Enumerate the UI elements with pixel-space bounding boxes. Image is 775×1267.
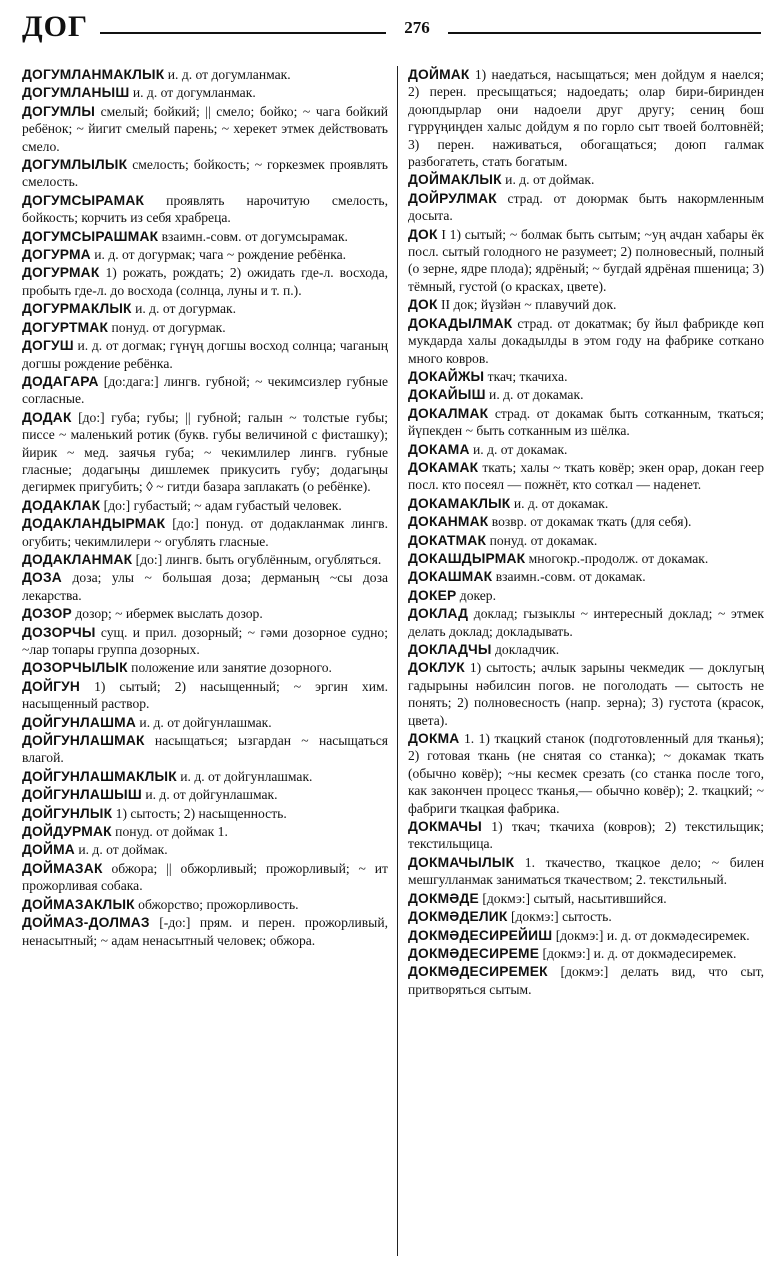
dictionary-entry (22, 714, 388, 731)
entry-definition: страд. от доюрмак быть накормленным досыта. (408, 190, 764, 224)
entry-definition: [докмэ:] сытость. (507, 909, 612, 925)
entry-headword: ДОГУРМА (22, 247, 91, 263)
dictionary-entry (408, 190, 764, 225)
entry-definition: докладчик. (491, 642, 560, 657)
header-rule-left (100, 32, 386, 34)
dictionary-entry (22, 678, 388, 713)
dictionary-entry (22, 409, 388, 496)
entry-headword: ДОЙМАКЛЫК (408, 172, 502, 188)
entry-definition: обжорство; прожорливость. (134, 896, 299, 912)
entry-headword: ДОЙГУНЛАШЫШ (22, 787, 142, 803)
entry-definition: доза; улы ~ большая доза; дерманың ~сы доза лекарства. (22, 570, 388, 603)
entry-definition: 1) сытость; ачлык зарыны чекмедик — доклугың гадырыны нәбилсин погов. не поголодать — сытость не понять; 2) полновесность (напр. зерна); 3) густота (красок, цвета). (408, 660, 764, 728)
entry-headword: ДОДАКЛАНМАК (22, 551, 133, 567)
dictionary-entry (22, 786, 388, 803)
dictionary-entry (22, 246, 388, 263)
entry-definition: 1) сытый; 2) насыщенный; ~ эргин хим. насыщенный раствор. (22, 678, 388, 712)
entry-headword: ДОЙРУЛМАК (408, 190, 497, 206)
entry-headword: ДОЙМАЗАКЛЫК (22, 896, 135, 912)
entry-definition: доклад; гызыклы ~ интересный доклад; ~ этмек делать доклад; докладывать. (408, 606, 764, 639)
entry-headword: ДОГУМЛЫЛЫК (22, 157, 128, 173)
entry-definition: и. д. от докамак. (469, 441, 568, 457)
dictionary-entry (22, 823, 388, 840)
dictionary-entry (22, 84, 388, 101)
dictionary-entry (22, 805, 388, 822)
entry-definition: 1) ткач; ткачиха (ковров); 2) текстильщик; текстильщица. (408, 819, 764, 852)
page-number: 276 (404, 18, 430, 37)
right-column (408, 66, 764, 998)
dictionary-entry (22, 337, 388, 372)
dictionary-entry (408, 963, 764, 998)
dictionary-entry (22, 551, 388, 568)
dictionary-entry (408, 818, 764, 853)
entry-headword: ДОКМӘДЕСИРЕМЕ (408, 945, 540, 961)
dictionary-entry (408, 945, 764, 962)
dictionary-entry (408, 568, 764, 585)
entry-definition: обжора; || обжорливый; прожорливый; ~ ит прожорливая собака. (22, 860, 388, 894)
entry-headword: ДОГУМЛАНЫШ (22, 85, 130, 101)
entry-definition: I 1) сытый; ~ болмак быть сытым; ~уң ачдан хабары ёк посл. сытый голодного не разумеет; 2) полновесный, полный (о зерне, ядре плода); ядрёный; ~ бугдай ядрёная пшеница; 3) тёмный, густой (о красках, цвете). (408, 226, 764, 294)
entry-headword: ДОЙМА (22, 842, 75, 858)
dictionary-entry (22, 228, 388, 245)
dictionary-entry (408, 605, 764, 640)
dictionary-entry (408, 659, 764, 729)
entry-headword: ДОГУМСЫРАШМАК (22, 228, 159, 244)
entry-headword: ДОГУМЛАНМАКЛЫК (22, 67, 165, 82)
entry-headword: ДОЙГУНЛАШМАК (22, 733, 145, 749)
entry-headword: ДОКАНМАК (408, 514, 489, 530)
entry-definition: 1) наедаться, насыщаться; мен дойдум я наелся; 2) перен. пресыщаться; надоедать; олар бири-биринден доюпдырлар они надоели друг другу; сениң бош гүррүңиңден халыс дойдум я по горло сыт твоей болтовнёй; 3) перен. наживаться, обогащаться; доюп галмак разбогатеть, стать богатым. (408, 67, 764, 170)
entry-headword: ДОГУРТМАК (22, 319, 109, 335)
entry-definition: ткач; ткачиха. (484, 368, 568, 384)
entry-definition: 1. ткачество, ткацкое дело; ~ билен мешгулланмак заниматься ткачеством; 2. текстильный. (408, 854, 764, 888)
entry-headword: ДОКМАЧЫЛЫК (408, 854, 515, 870)
dictionary-entry (408, 368, 764, 385)
entry-definition: смелость; бойкость; ~ горкезмек проявлять смелость. (22, 157, 388, 190)
dictionary-entry (22, 103, 388, 155)
entry-headword: ДОКЛАД (408, 606, 469, 622)
entry-headword: ДОКАЙЖЫ (408, 368, 485, 384)
dictionary-entry (22, 732, 388, 767)
entry-headword: ДОКЕР (408, 587, 457, 603)
dictionary-entry (22, 192, 388, 227)
entry-headword: ДОЙГУНЛАШМА (22, 714, 137, 730)
dictionary-entry (22, 914, 388, 949)
entry-definition: ткать; халы ~ ткать ковёр; экен орар, докан геер посл. кто посеял — пожнёт, кто соткал — наденет. (408, 459, 764, 493)
entry-definition: [до:] понуд. от додакланмак лингв. огубить; чекимлилери ~ огублять гласные. (22, 516, 388, 549)
dictionary-entry (408, 296, 764, 313)
entry-definition: и. д. от дойгунлашмак. (141, 787, 278, 803)
entry-headword: ДОДАКЛАНДЫРМАК (22, 516, 166, 532)
dictionary-entry (408, 495, 764, 512)
dictionary-entry (408, 587, 764, 604)
dictionary-entry (408, 550, 764, 567)
entry-definition: страд. от докамак быть сотканным, ткаться; йүпекден ~ быть сотканным из шёлка. (408, 405, 764, 439)
entry-definition: [до:] губастый; ~ адам губастый человек. (100, 497, 342, 513)
dictionary-entry (408, 927, 764, 944)
dictionary-entry (408, 459, 764, 494)
entry-definition: докер. (456, 587, 496, 603)
entry-headword: ДОЙДУРМАК (22, 824, 112, 840)
entry-headword: ДОКАМАКЛЫК (408, 495, 511, 511)
dictionary-entry (22, 860, 388, 895)
entry-definition: и. д. от доймак. (501, 172, 595, 188)
entry-definition: [до:] губа; губы; || губной; галын ~ толстые губы; писсе ~ маленький ротик (букв. губы величиной с фисташку); йирик ~ мед. заячья губа; ~ чекимлилер лингв. губные гласные; додагыңы дишлемек прикусить губу; додагыңы дегирмек пригубить; ◊ ~ гитди базара заплакать (о ребёнке). (22, 409, 388, 495)
dictionary-entry (22, 156, 388, 191)
entry-definition: [докмэ:] и. д. от докмәдесиремек. (552, 927, 750, 943)
entry-headword: ДОКАМАК (408, 459, 479, 475)
dictionary-entry (408, 890, 764, 907)
entry-definition: сущ. и прил. дозорный; ~ гәми дозорное судно; ~лар топары группа дозорных. (22, 624, 388, 657)
dictionary-entry (22, 896, 388, 913)
entry-headword: ДОЙГУНЛАШМАКЛЫК (22, 768, 177, 784)
entry-headword: ДОКАШМАК (408, 569, 493, 585)
entry-definition: смелый; бойкий; || смело; бойко; ~ чага бойкий ребёнок; ~ йигит смелый парень; ~ херекет этмек действовать смело. (22, 103, 388, 154)
entry-definition: положение или занятие дозорного. (127, 660, 332, 676)
entry-definition: [докмэ:] и. д. от докмәдесиремек. (539, 945, 737, 961)
page-header (22, 10, 761, 52)
entry-definition: и. д. от догмак; гүнүң догшы восход солнца; чаганың догшы рождение ребёнка. (22, 338, 388, 371)
entry-headword: ДОКАТМАК (408, 532, 487, 548)
entry-headword: ДОКМӘДЕСИРЕЙИШ (408, 927, 553, 943)
entry-headword: ДОГУМЛЫ (22, 103, 96, 119)
dictionary-entry (22, 264, 388, 299)
dictionary-entry (22, 515, 388, 550)
entry-definition: насыщаться; ызгардан ~ насыщаться влагой. (22, 733, 388, 766)
entry-headword: ДОКМӘДЕСИРЕМЕК (408, 964, 548, 980)
dictionary-entry (408, 854, 764, 889)
entry-definition: [докмэ:] сытый, насытившийся. (478, 890, 667, 906)
entry-definition: многокр.-продолж. от докамак. (525, 550, 709, 566)
dictionary-entry (408, 513, 764, 530)
left-column (22, 66, 388, 949)
dictionary-entry (22, 624, 388, 659)
entry-definition: понуд. от доймак 1. (111, 824, 228, 840)
entry-definition: и. д. от докамак. (485, 387, 584, 403)
entry-definition: возвр. от докамак ткать (для себя). (488, 514, 692, 530)
entry-headword: ДОК (408, 297, 438, 313)
entry-headword: ДОКМАЧЫ (408, 819, 482, 835)
entry-definition: [-до:] прям. и перен. прожорливый, ненасытный; ~ адам ненасытный человек; обжора. (22, 915, 388, 948)
entry-headword: ДОГУМСЫРАМАК (22, 192, 145, 208)
entry-headword: ДОКАДЫЛМАК (408, 315, 513, 331)
entry-headword: ДОЗА (22, 570, 62, 586)
entry-headword: ДОЙМАК (408, 67, 470, 82)
dictionary-entry (408, 315, 764, 367)
dictionary-entry (22, 373, 388, 408)
header-rule-right (448, 32, 761, 34)
entry-headword: ДОЙМАЗ-ДОЛМАЗ (22, 915, 150, 931)
entry-definition: понуд. от докамак. (486, 532, 598, 548)
dictionary-entry (408, 226, 764, 296)
entry-headword: ДОГУШ (22, 338, 74, 354)
dictionary-entry (22, 569, 388, 604)
entry-headword: ДОКМА (408, 731, 460, 747)
entry-definition: и. д. от дойгунлашмак. (176, 768, 313, 784)
dictionary-entry (408, 641, 764, 658)
dictionary-entry (408, 441, 764, 458)
entry-headword: ДОКАЙЫШ (408, 387, 486, 403)
entry-headword: ДОКЛАДЧЫ (408, 642, 492, 657)
entry-headword: ДОГУРМАК (22, 265, 100, 281)
dictionary-entry (22, 319, 388, 336)
entry-headword: ДОК (408, 226, 438, 242)
dictionary-entry (408, 66, 764, 170)
dictionary-entry (408, 908, 764, 925)
entry-definition: взаимн.-совм. от докамак. (492, 569, 646, 585)
entry-definition: 1. 1) ткацкий станок (подготовленный для тканья); 2) готовая ткань (не снятая со станка); ~ докамак ткать (обычно ковёр); ~ны кесмек срезать (со станка после того, как закончен процесс тканья,— обычно ковёр); 2. ткацкий; ~ фабриги ткацкая фабрика. (408, 731, 764, 816)
entry-definition: дозор; ~ ибермек выслать дозор. (71, 606, 263, 622)
dictionary-entry (22, 497, 388, 514)
entry-definition: и. д. от докамак. (510, 495, 609, 511)
entry-headword: ДОДАК (22, 409, 72, 425)
entry-headword: ДОЙГУНЛЫК (22, 805, 113, 821)
entry-headword: ДОЙГУН (22, 678, 81, 694)
entry-definition: и. д. от дойгунлашмак. (136, 714, 272, 730)
column-divider (397, 66, 398, 1256)
entry-definition: [до:дага:] лингв. губной; ~ чекимсизлер губные согласные. (22, 373, 388, 407)
entry-headword: ДОКАЛМАК (408, 405, 489, 421)
dictionary-entry (22, 768, 388, 785)
dictionary-entry (408, 386, 764, 403)
entry-headword: ДОКЛУК (408, 660, 465, 676)
entry-headword: ДОКМӘДЕЛИК (408, 909, 508, 925)
dictionary-entry (22, 659, 388, 676)
entry-definition: [докмэ:] делать вид, что сыт, притворяться сытым. (408, 964, 764, 997)
entry-definition: страд. от докатмак; бу йыл фабрикде көп мукдарда халы докадылды в этом году на фабрике соткано много ковров. (408, 315, 764, 366)
dictionary-entry (408, 730, 764, 817)
entry-headword: ДОЙМАЗАК (22, 860, 103, 876)
entry-definition: и. д. от догурмак. (131, 301, 237, 317)
entry-headword: ДОКМӘДЕ (408, 890, 479, 906)
entry-definition: и. д. от доймак. (74, 842, 168, 858)
entry-definition: 1) сытость; 2) насыщенность. (112, 805, 287, 821)
entry-definition: понуд. от догурмак. (108, 319, 226, 335)
dictionary-entry (22, 66, 388, 83)
entry-headword: ДОЗОРЧЫЛЫК (22, 660, 128, 676)
dictionary-entry (22, 605, 388, 622)
entry-definition: II док; йүзйән ~ плавучий док. (437, 297, 617, 313)
dictionary-entry (408, 532, 764, 549)
entry-definition: проявлять нарочитую смелость, бойкость; корчить из себя храбреца. (22, 192, 388, 226)
guide-word: ДОГ (22, 10, 89, 43)
entry-headword: ДОЗОРЧЫ (22, 624, 96, 640)
entry-definition: 1) рожать, рождать; 2) ожидать где-л. восхода, пробыть где-л. до восхода (солнца, луны и т. п.). (22, 265, 388, 298)
dictionary-entry (22, 300, 388, 317)
entry-headword: ДОДАКЛАК (22, 497, 101, 513)
entry-definition: и. д. от догурмак; чага ~ рождение ребёнка. (90, 247, 347, 263)
entry-headword: ДОЗОР (22, 606, 72, 622)
entry-definition: и. д. от догумланмак. (164, 67, 291, 82)
dictionary-entry (408, 171, 764, 188)
entry-definition: [до:] лингв. быть огублённым, огубляться. (132, 551, 382, 567)
entry-definition: взаимн.-совм. от догумсырамак. (158, 228, 348, 244)
dictionary-entry (408, 405, 764, 440)
dictionary-entry (22, 841, 388, 858)
entry-headword: ДОКАШДЫРМАК (408, 550, 526, 566)
entry-headword: ДОДАГАРА (22, 373, 99, 389)
entry-headword: ДОКАМА (408, 441, 470, 457)
entry-definition: и. д. от догумланмак. (129, 85, 256, 101)
entry-headword: ДОГУРМАКЛЫК (22, 301, 132, 317)
